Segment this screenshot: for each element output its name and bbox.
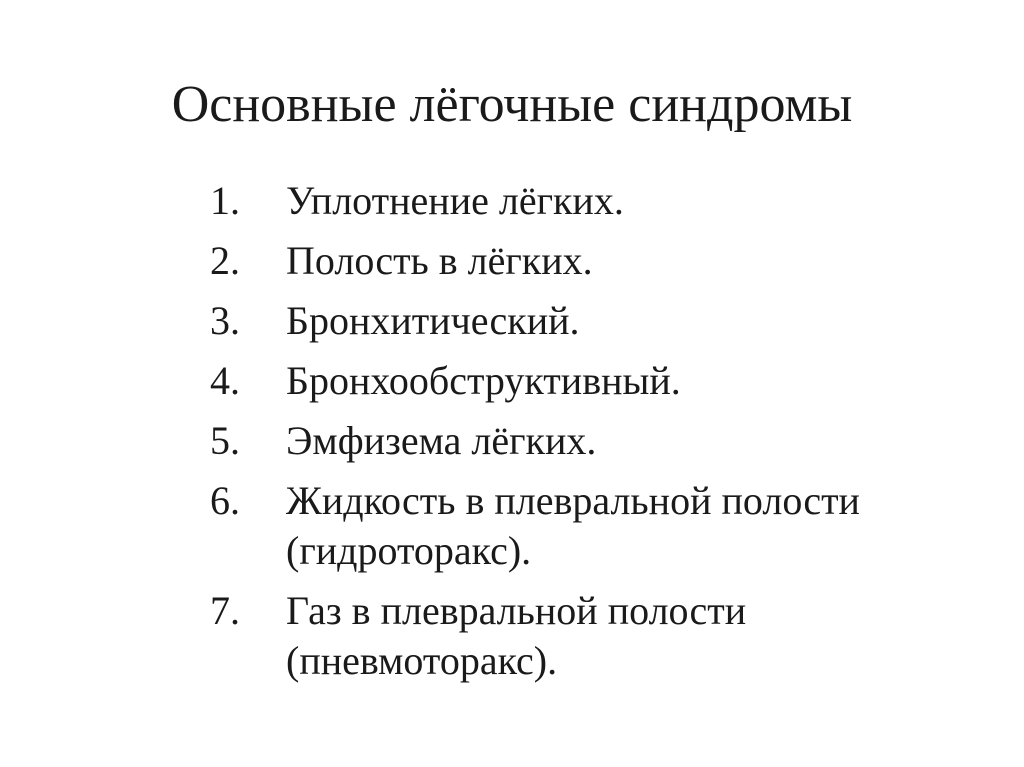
item-number: 7.: [210, 588, 240, 633]
item-text: [286, 416, 990, 466]
item-line: Газ в плевральной полости: [286, 588, 747, 633]
item-number: 3.: [210, 298, 240, 343]
list-item-2: [210, 236, 990, 286]
item-number: 2.: [210, 238, 240, 283]
slide-title: Основные лёгочные синдромы: [171, 76, 853, 133]
syndrome-list: [210, 176, 990, 696]
item-line: Бронхообструктивный.: [286, 358, 681, 403]
item-text: [286, 476, 990, 576]
list-item-6: [210, 476, 990, 576]
item-text: [286, 356, 990, 406]
item-number: 6.: [210, 478, 240, 523]
item-line: Бронхитический.: [286, 298, 580, 343]
list-item-1: [210, 176, 990, 226]
item-text: [286, 296, 990, 346]
item-number: 5.: [210, 418, 240, 463]
item-line: (гидроторакс).: [286, 528, 532, 573]
item-number: 1.: [210, 178, 240, 223]
item-text: [286, 176, 990, 226]
item-line: Полость в лёгких.: [286, 238, 593, 283]
item-text: [286, 236, 990, 286]
list-item-3: [210, 296, 990, 346]
item-line: Жидкость в плевральной полости: [286, 478, 860, 523]
item-line: Уплотнение лёгких.: [286, 178, 624, 223]
list-item-4: [210, 356, 990, 406]
item-number: 4.: [210, 358, 240, 403]
item-text: [286, 586, 990, 686]
item-line: (пневмоторакс).: [286, 638, 558, 683]
list-item-7: [210, 586, 990, 686]
list-item-5: [210, 416, 990, 466]
item-line: Эмфизема лёгких.: [286, 418, 597, 463]
